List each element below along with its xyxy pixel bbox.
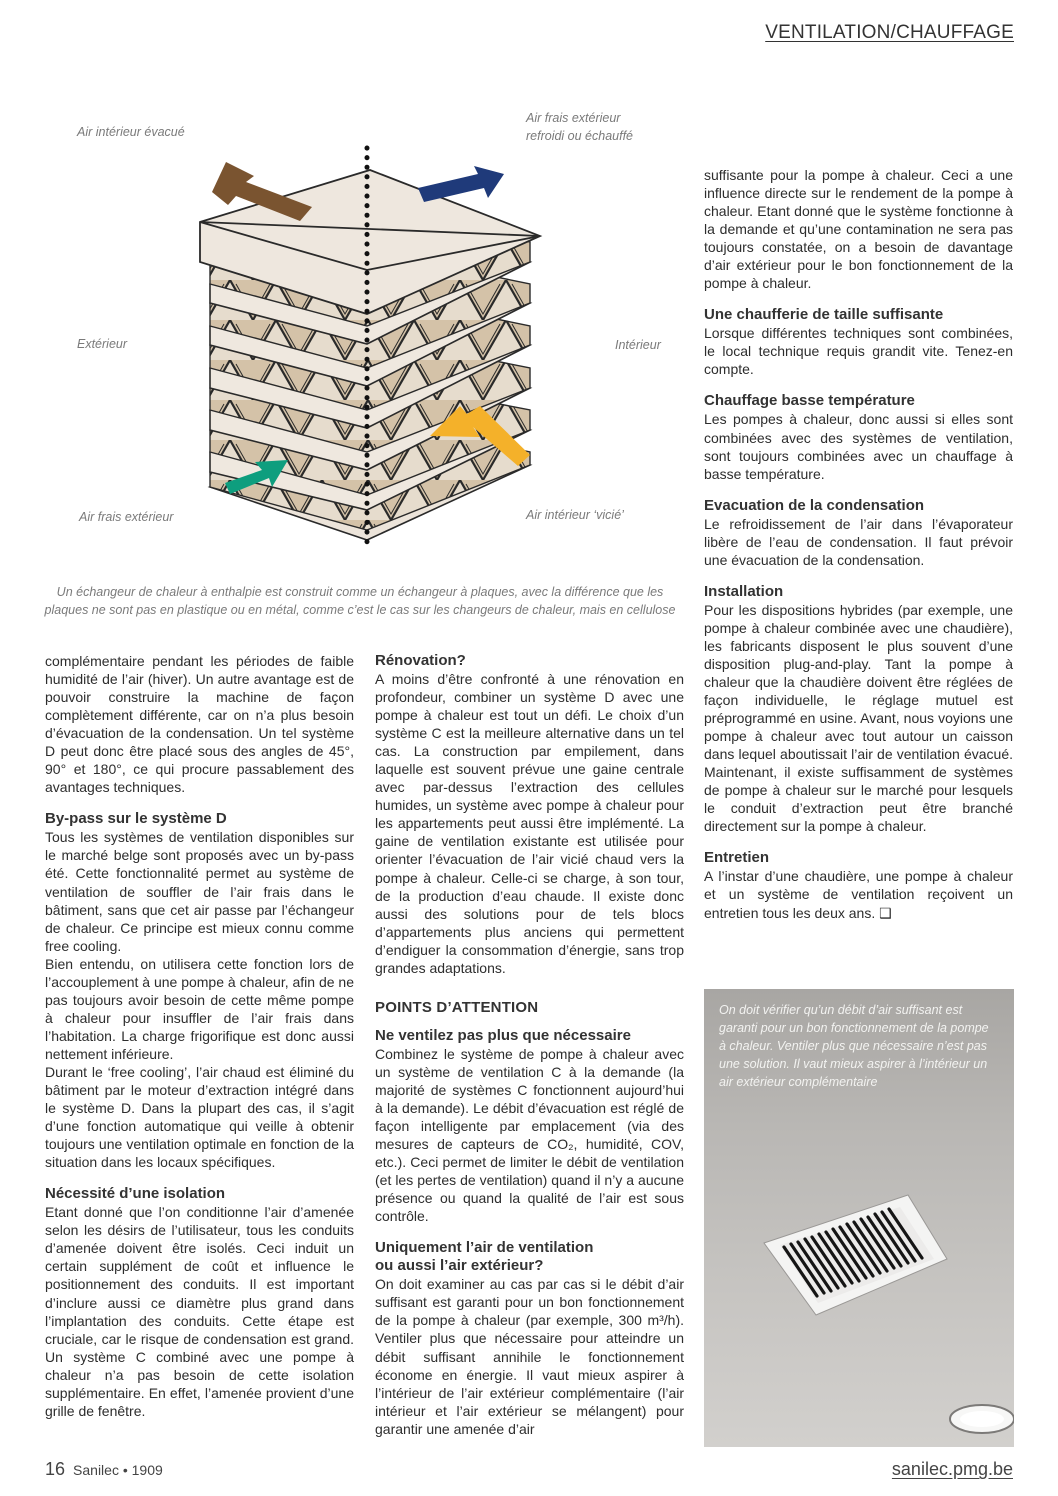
footer-left [45, 1459, 163, 1480]
col1-paragraph-5: Etant donné que l’on conditionne l’air d’amenée selon les désirs de l’utilisateur, tous les conduits d’amenée doivent être isolés. Ceci induit un certain supplément de coût et influence le positionnement des conduits. Il est important d’inclure aussi ce diamètre plus grand dans l’implantation des conduits. Cette étape est cruciale, car le risque de condensation est grand. Un système C combiné avec une pompe à chaleur n’a pas besoin de cette isolation supplémentaire. En effet, l’amenée provient d’une grille de fenêtre. [45, 1204, 354, 1419]
col1-paragraph-3: Bien entendu, on utilisera cette fonction lors de l’accouplement à une pompe à chaleur, afin de ne pas toujours avoir besoin de cette même pompe à chaleur pour insuffler de l’air frais dans l’habitation. La charge frigorifique est donc aussi nettement inférieure. [45, 955, 354, 1062]
heading-condensation: Evacuation de la condensation [704, 496, 925, 514]
col2-paragraph-1: A moins d’être confronté à une rénovation en profondeur, combiner un système D avec une pompe à chaleur est tout un défi. Le choix d’un système C est la meilleure alternative dans un tel cas. La construction par empilement, dans laquelle est souvent prévue une gaine centrale avec par-dessus l’extraction des cellules humides, un système avec pompe à chaleur pour les appartements peut aussi être implémenté. La gaine de ventilation existante est utilisée pour orienter l’évacuation de l’air vicié chaud vers la pompe à chaleur. Celle-ci se charge, à son tour, de la production d’eau chaude. Il existe donc aussi des solutions pour de tels blocs d’appartements plus anciens qui permettent d’endiguer la consommation d’énergie, sans trop grandes adaptations. [375, 671, 684, 976]
label-exhaust-air: Air intérieur évacué [77, 125, 185, 139]
heading-isolation: Nécessité d’une isolation [45, 1185, 226, 1203]
col3-paragraph-1: suffisante pour la pompe à chaleur. Ceci a une influence directe sur le rendement de la pompe à chaleur. Etant donné que le système fonctionne à la demande et qu’une contamination ne sera pas toujours constatée, on a besoin de davantage d’air extérieur pour le bon fonctionnement de la pompe à chaleur. [704, 167, 1013, 292]
heading-ventilez: Ne ventilez pas plus que nécessaire [375, 1026, 631, 1044]
col3-paragraph-6 [704, 867, 1013, 921]
col1-paragraph-4: Durant le ‘free cooling’, l’air chaud est éliminé du bâtiment par le moteur d’extraction intégré dans le système D. Dans la plupart des cas, il s’agit d’une fonction automatique qui veille à obtenir toujours une ventilation optimale en fonction de la situation dans les locaux spécifiques. [45, 1063, 354, 1171]
exchanger-diagram [190, 140, 550, 560]
page-number: 16 [45, 1459, 66, 1479]
heading-renovation: Rénovation? [375, 652, 466, 669]
heading-installation: Installation [704, 582, 784, 600]
heading-entretien: Entretien [704, 849, 770, 867]
label-fresh-air-treated-2: refroidi ou échauffé [526, 129, 634, 143]
end-mark-icon: ❑ [879, 904, 892, 921]
col1-paragraph-1: complémentaire pendant les périodes de faible humidité de l’air (hiver). Un autre avantage est de pouvoir construire la machine de façon complètement différente, car on n’a plus besoin d’évacuation de la condensation. Un tel système D peut donc être placé sous des angles de 45°, 90° et 180°, ce qui procure passablement des avantages techniques. [45, 653, 354, 796]
figure-caption: Un échangeur de chaleur à enthalpie est construit comme un échangeur à plaques, avec la différence que les plaques ne sont pas en plastique ou en métal, comme c’est le cas sur les changeurs de chaleur, mais en cellulose [44, 585, 676, 617]
section-header: VENTILATION/CHAUFFAGE [765, 22, 1014, 43]
ceiling-grille-photo [704, 989, 1014, 1447]
heading-basse-temperature: Chauffage basse température [704, 392, 915, 410]
col1-paragraph-2: Tous les systèmes de ventilation disponibles sur le marché belge sont proposés avec un by-pass été. Cette fonctionnalité permet au système de ventilation de souffler de l’air frais dans le bâtiment, sans que cet air passe par l’échangeur de chaleur. Ce principe est mieux connu comme free cooling. [45, 829, 354, 954]
col2-paragraph-3: On doit examiner au cas par cas si le débit d’air suffisant est garanti pour un bon fonctionnement de la pompe à chaleur (par exemple, 300 m³/h). Ventiler plus que nécessaire pour atteindre un débit suffisant annihile le fonctionnement économe en énergie. Il vaut mieux aspirer à l’intérieur de l’air extérieur complémentaire (l’air intérieur et l’air extérieur se mélangent) pour garantir une amenée d’air [375, 1276, 684, 1437]
heading-air-2: ou aussi l’air extérieur? [375, 1257, 544, 1275]
col2-paragraph-2: Combinez le système de pompe à chaleur avec un système de ventilation C à la demande (la majorité de systèmes C fonctionnent aujourd’hui à la demande). Le débit d’évacuation est réglé de façon intelligente par emplacement (via des mesures de capteurs de CO₂, humidité, COV, etc.). Ceci permet de limiter le débit de ventilation (et les pertes de ventilation) quand il n’y a aucune présence ou quand la qualité de l’air est sous contrôle. [375, 1045, 684, 1225]
heading-bypass: By-pass sur le système D [45, 810, 227, 828]
column-3 [704, 166, 1013, 922]
label-interior: Intérieur [615, 338, 661, 352]
photo-caption: On doit vérifier qu’un débit d’air suffisant est garanti pour un bon fonctionnement de la pompe à chaleur. Ventiler plus que nécessaire n’est pas une solution. Il vaut mieux aspirer à l’intérieur un air extérieur complémentaire [719, 1003, 989, 1089]
label-stale-indoor-air: Air intérieur ‘vicié’ [526, 508, 624, 522]
label-fresh-air-treated-1: Air frais extérieur [526, 111, 621, 125]
col3-paragraph-5: Pour les dispositions hybrides (par exemple, une pompe à chaleur combinée avec une chaudière), les fabricants disposent le plus souvent d’une disposition plug-and-play. Tant la pompe à chaleur que la chaudière doivent être réglées de façon individuelle, le réglage mutuel est préprogrammé en usine. Avant, nous voyions une pompe à chaleur avec tout autour un caisson dans lequel aboutissait l’air de ventilation évacué. Maintenant, il existe suffisamment de systèmes de pompe à chaleur sur le marché pour lesquels le conduit d’extraction peut être branché directement sur la pompe à chaleur. [704, 601, 1013, 835]
column-1 [45, 652, 354, 1420]
label-exterior: Extérieur [77, 337, 128, 351]
column-2 [375, 652, 684, 1438]
label-fresh-outdoor-air: Air frais extérieur [79, 510, 174, 524]
col3-paragraph-3: Les pompes à chaleur, donc aussi si elles sont combinées avec des systèmes de ventilation, sont toujours combinées avec un chauffage à basse température. [704, 411, 1013, 482]
magazine-issue: Sanilec • 1909 [73, 1462, 163, 1478]
heading-chaufferie: Une chaufferie de taille suffisante [704, 306, 944, 324]
col3-paragraph-4: Le refroidissement de l’air dans l’évaporateur libère de l’eau de condensation. Il faut prévoir une évacuation de la condensation. [704, 515, 1013, 568]
heading-air-1: Uniquement l’air de ventilation [375, 1239, 594, 1257]
website-link[interactable]: sanilec.pmg.be [891, 1459, 1013, 1479]
col3-paragraph-2: Lorsque différentes techniques sont combinées, le local technique requis grandit vite. Tenez-en compte. [704, 325, 1013, 378]
section-points-attention: POINTS D’ATTENTION [375, 998, 539, 1016]
vent-grille-image [704, 989, 1014, 1447]
entretien-text: A l’instar d’une chaudière, une pompe à chaleur et un système de ventilation reçoivent un entretien tous les deux ans. [704, 868, 1013, 921]
blue-arrow-fresh-air-treated [418, 166, 504, 202]
